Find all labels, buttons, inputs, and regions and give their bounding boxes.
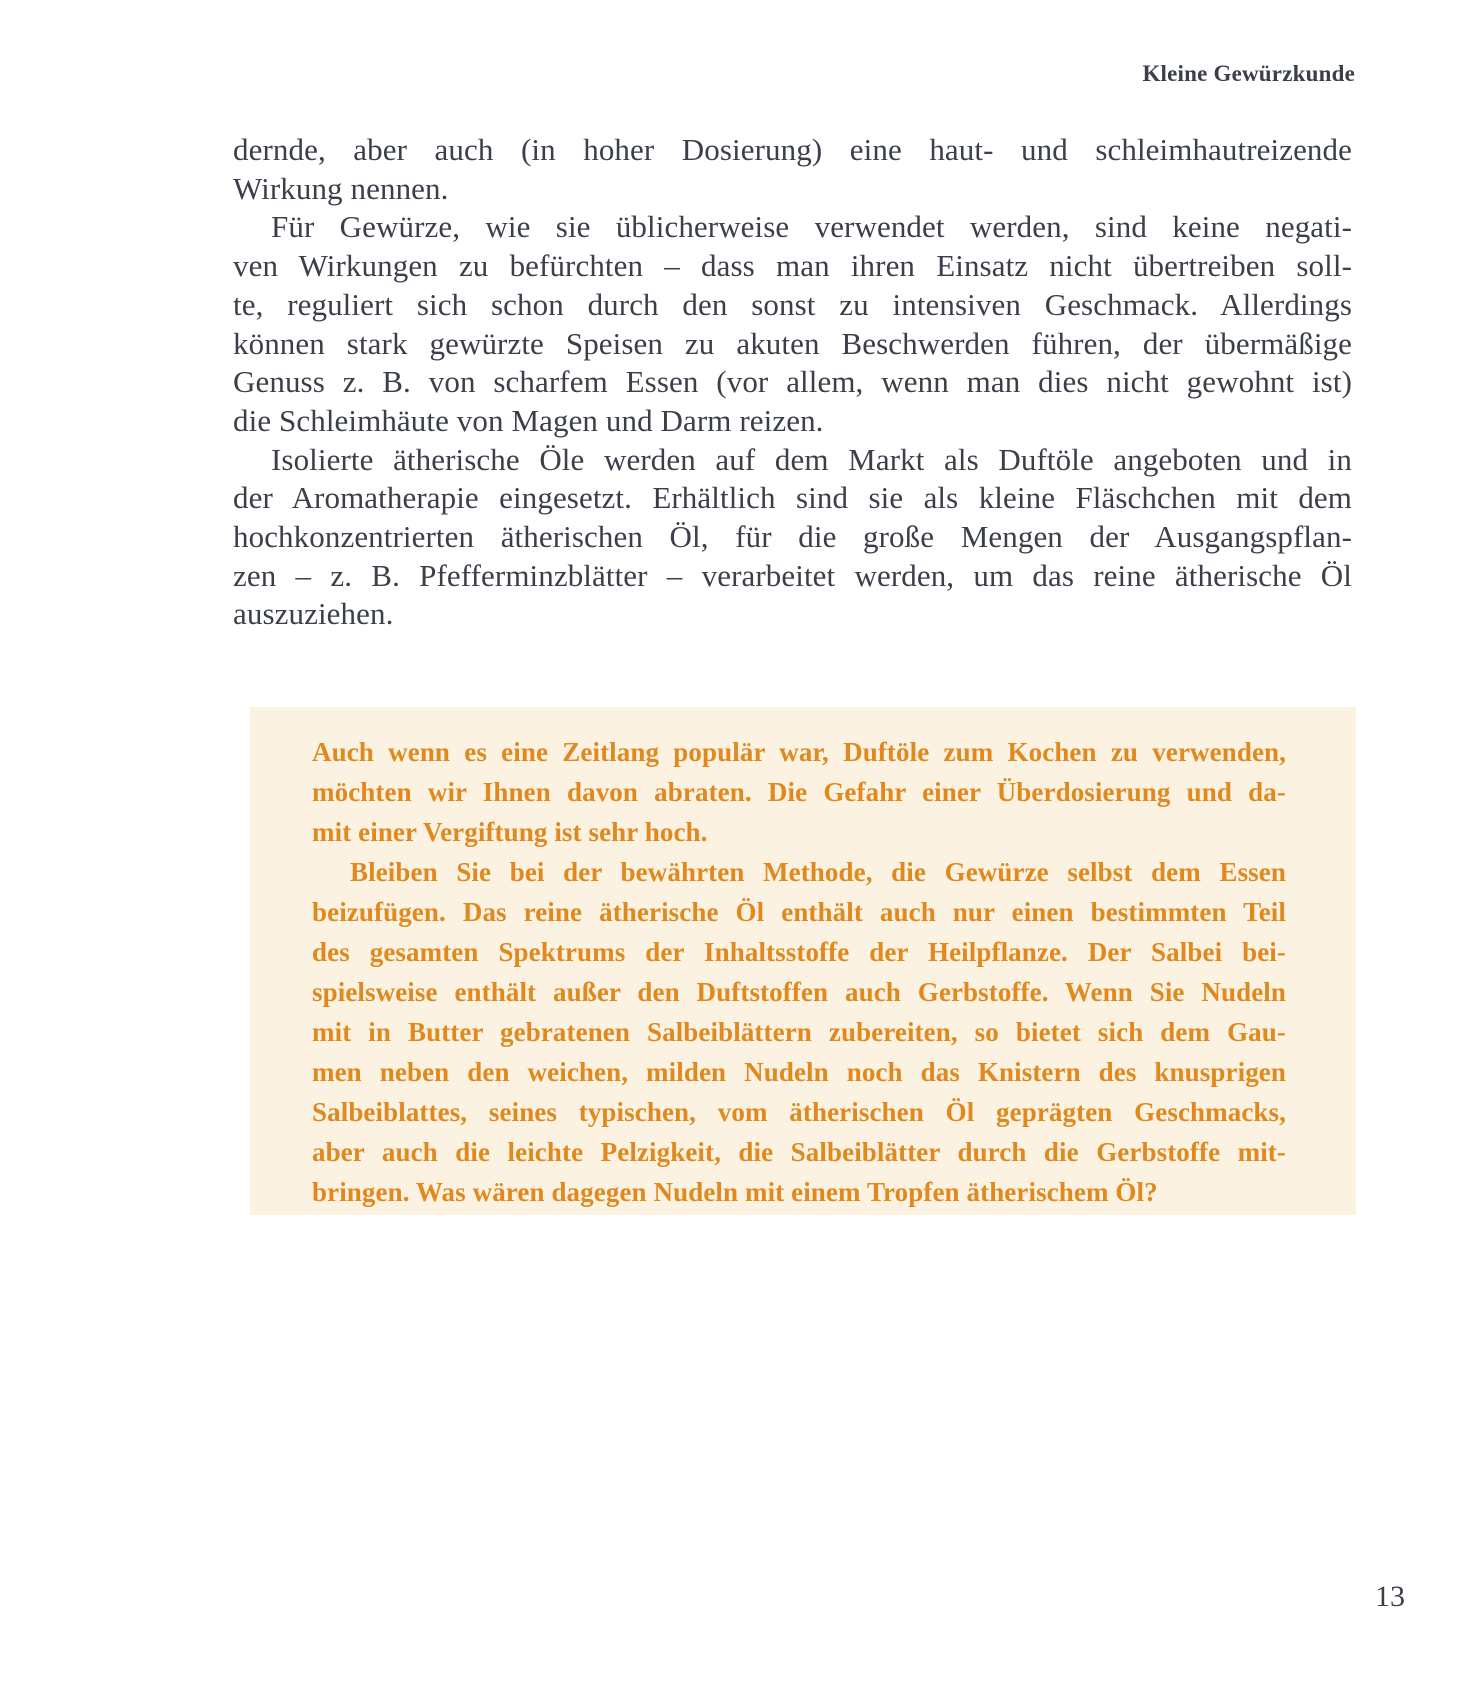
note-text-line: spielsweise enthält außer den Duftstoffen auch Gerbstoffe. Wenn Sie Nudeln [312, 977, 1286, 1007]
body-text-line: können stark gewürzte Speisen zu akuten Beschwerden führen, der übermäßige [233, 325, 1352, 361]
body-text-line: Genuss z. B. von scharfem Essen (vor allem, wenn man dies nicht gewohnt ist) [233, 364, 1352, 400]
note-text-line: bringen. Was wären dagegen Nudeln mit einem Tropfen ätherischem Öl? [312, 1177, 1158, 1207]
body-text-line: dernde, aber auch (in hoher Dosierung) eine haut- und schleimhautreizende [233, 132, 1352, 167]
note-text-line: beizufügen. Das reine ätherische Öl enthält auch nur einen bestimmten Teil [312, 897, 1286, 927]
body-text-line: ven Wirkungen zu befürchten – dass man ihren Einsatz nicht übertreiben soll- [233, 248, 1352, 284]
note-text-line: des gesamten Spektrums der Inhaltsstoffe der Heilpflanze. Der Salbei bei- [312, 937, 1286, 967]
note-box [250, 707, 1356, 1215]
body-text-line: auszuziehen. [233, 596, 394, 632]
note-text-paragraph [312, 732, 1286, 852]
body-text-line: der Aromatherapie eingesetzt. Erhältlich sind sie als kleine Fläschchen mit dem [233, 480, 1352, 516]
main-text-block [233, 131, 1352, 634]
body-text-line: Isolierte ätherische Öle werden auf dem Markt als Duftöle angeboten und in [271, 441, 1352, 477]
body-text-paragraph [233, 208, 1352, 440]
body-text-line: die Schleimhäute von Magen und Darm reizen. [233, 402, 824, 438]
note-text-line: men neben den weichen, milden Nudeln noch das Knistern des knusprigen [312, 1057, 1286, 1087]
note-text-line: Auch wenn es eine Zeitlang populär war, Duftöle zum Kochen zu verwenden, [312, 737, 1286, 767]
note-text-paragraph [312, 852, 1286, 1212]
note-text-line: Salbeiblattes, seines typischen, vom ätherischen Öl geprägten Geschmacks, [312, 1097, 1286, 1127]
body-text-line: zen – z. B. Pfefferminzblätter – verarbeitet werden, um das reine ätherische Öl [233, 557, 1352, 593]
note-text-line: mit einer Vergiftung ist sehr hoch. [312, 817, 708, 847]
note-text-line: aber auch die leichte Pelzigkeit, die Salbeiblätter durch die Gerbstoffe mit- [312, 1137, 1286, 1167]
page-number: 13 [1375, 1580, 1405, 1613]
body-text-paragraph [233, 131, 1352, 208]
note-text-line: möchten wir Ihnen davon abraten. Die Gefahr einer Überdosierung und da- [312, 777, 1286, 807]
note-text-line: Bleiben Sie bei der bewährten Methode, die Gewürze selbst dem Essen [350, 857, 1286, 887]
body-text-line: hochkonzentrierten ätherischen Öl, für die große Mengen der Ausgangspflan- [233, 519, 1352, 555]
running-head: Kleine Gewürzkunde [1142, 61, 1355, 86]
body-text-line: Wirkung nennen. [233, 170, 449, 206]
body-text-line: te, reguliert sich schon durch den sonst zu intensiven Geschmack. Allerdings [233, 286, 1352, 322]
body-text-paragraph [233, 441, 1352, 635]
note-text-line: mit in Butter gebratenen Salbeiblättern zubereiten, so bietet sich dem Gau- [312, 1017, 1286, 1047]
body-text-line: Für Gewürze, wie sie üblicherweise verwendet werden, sind keine negati- [271, 209, 1352, 245]
